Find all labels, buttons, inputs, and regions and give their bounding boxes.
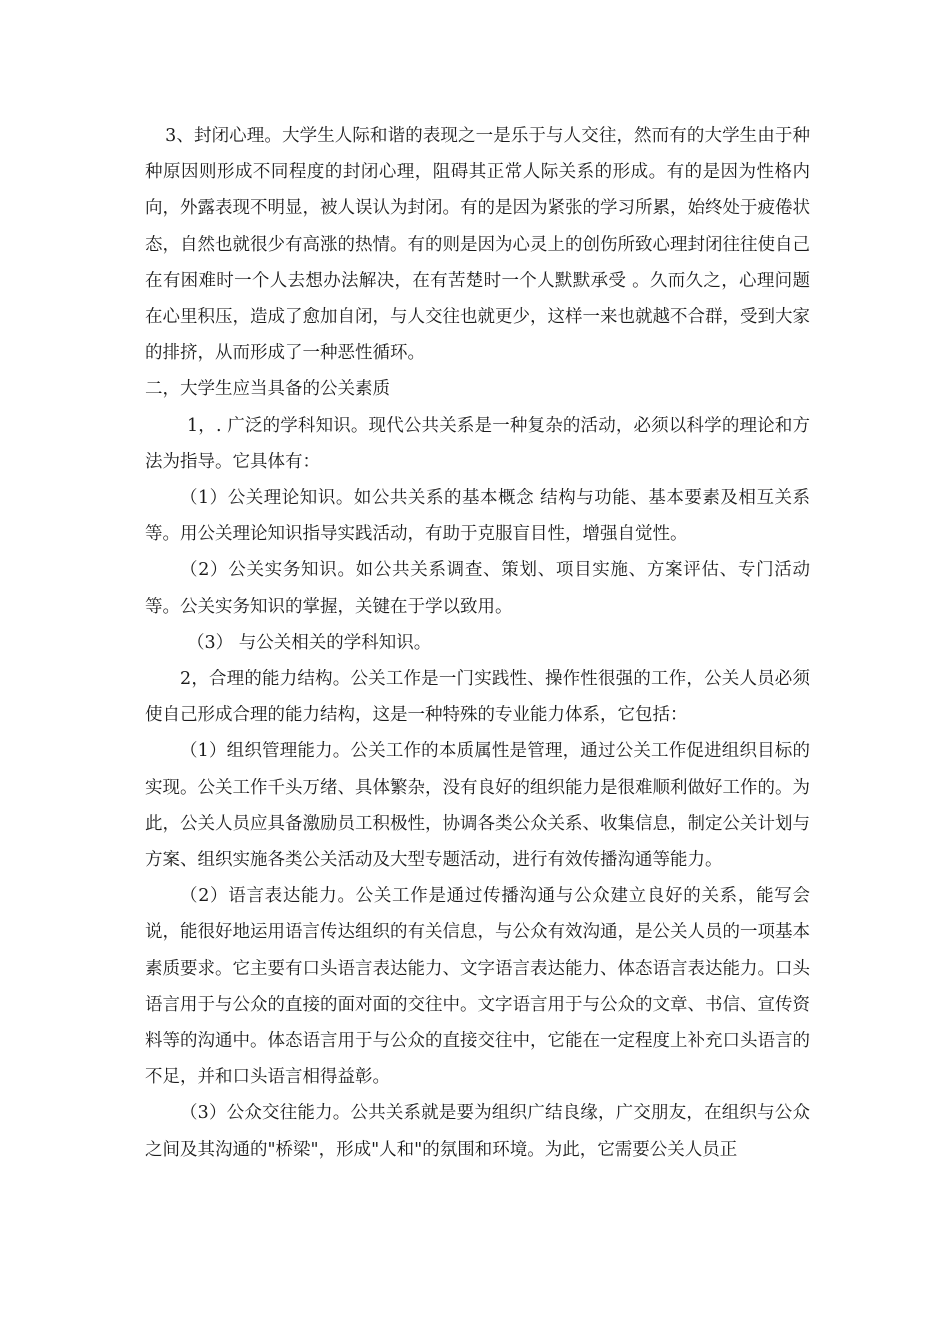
section-heading-pr-qualities: 二，大学生应当具备的公关素质 bbox=[145, 379, 390, 400]
paragraph-management-ability: （1）组织管理能力。公关工作的本质属性是管理，通过公关工作促进组织目标的实现。公关工作千头万绪、具体繁杂，没有良好的组织能力是很难顺利做好工作的。为此，公关人员应具备激励员工积极性，协调各类公众关系、收集信息，制定公关计划与方案、组织实施各类公关活动及大型专题活动，进行有效传播沟通等能力。 bbox=[145, 741, 810, 871]
paragraph-related-knowledge: （3） 与公关相关的学科知识。 bbox=[187, 632, 432, 653]
document-body bbox=[145, 118, 810, 1168]
paragraph-language-ability: （2）语言表达能力。公关工作是通过传播沟通与公众建立良好的关系，能写会说，能很好地运用语言传达组织的有关信息，与公众有效沟通，是公关人员的一项基本素质要求。它主要有口头语言表达能力、文字语言表达能力、体态语言表达能力。口头语言用于与公众的直接的面对面的交往中。文字语言用于与公众的文章、书信、宣传资料等的沟通中。体态语言用于与公众的直接交往中，它能在一定程度上补充口头语言的不足，并和口头语言相得益彰。 bbox=[145, 886, 810, 1088]
paragraph-closed-mentality: 3、封闭心理。大学生人际和谐的表现之一是乐于与人交往，然而有的大学生由于种种原因则形成不同程度的封闭心理，阻碍其正常人际关系的形成。有的是因为性格内向，外露表现不明显，被人误认为封闭。有的是因为紧张的学习所累，始终处于疲倦状态，自然也就很少有高涨的热情。有的则是因为心灵上的创伤所致心理封闭往往使自己在有困难时一个人去想办法解决，在有苦楚时一个人默默承受 。久而久之，心理问题在心里积压，造成了愈加自闭，与人交往也就更少，这样一来也就越不合群，受到大家的排挤，从而形成了一种恶性循环。 bbox=[145, 126, 810, 364]
paragraph-pr-theory: （1）公关理论知识。如公共关系的基本概念 结构与功能、基本要素及相互关系等。用公关理论知识指导实践活动，有助于克服盲目性，增强自觉性。 bbox=[145, 488, 810, 545]
paragraph-ability-structure: 2，合理的能力结构。公关工作是一门实践性、操作性很强的工作，公关人员必须使自己形成合理的能力结构，这是一种特殊的专业能力体系，它包括： bbox=[145, 669, 810, 726]
paragraph-pr-practice: （2）公关实务知识。如公共关系调查、策划、项目实施、方案评估、专门活动等。公关实务知识的掌握，关键在于学以致用。 bbox=[145, 560, 810, 617]
paragraph-subject-knowledge: 1，. 广泛的学科知识。现代公共关系是一种复杂的活动，必须以科学的理论和方法为指导。它具体有： bbox=[145, 415, 810, 472]
paragraph-communication-ability: （3）公众交往能力。公共关系就是要为组织广结良缘，广交朋友，在组织与公众之间及其沟通的"桥梁"，形成"人和"的氛围和环境。为此，它需要公关人员正 bbox=[145, 1103, 810, 1160]
